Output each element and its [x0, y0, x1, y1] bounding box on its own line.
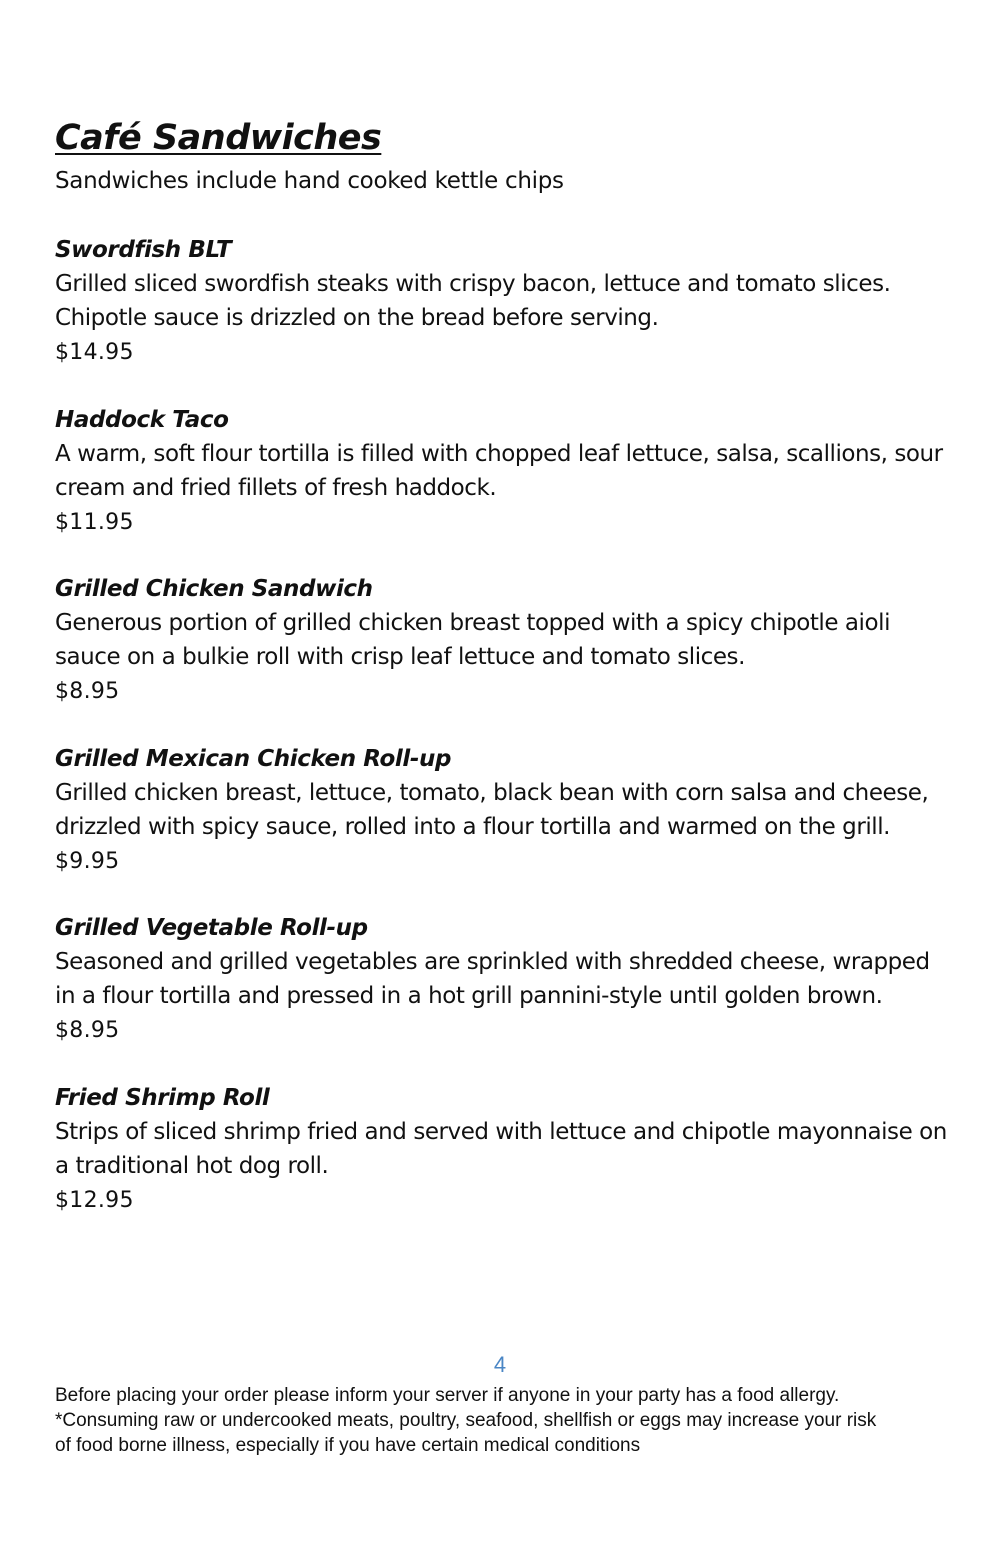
- item-name: Swordfish BLT: [55, 237, 232, 263]
- item-price: $8.95: [55, 1018, 120, 1043]
- footer-notice: [55, 1383, 955, 1458]
- item-description: Seasoned and grilled vegetables are sprinkled with shredded cheese, wrapped in a flour tortilla and pressed in a hot grill pannini-style until golden brown.: [55, 949, 930, 1009]
- item-price: $12.95: [55, 1188, 134, 1213]
- item-name: Haddock Taco: [55, 407, 229, 433]
- item-price: $8.95: [55, 679, 120, 704]
- item-price: $14.95: [55, 340, 134, 365]
- menu-item: [55, 911, 955, 1049]
- consumption-warning-line2: of food borne illness, especially if you have certain medical conditions: [55, 1435, 641, 1456]
- consumption-warning-line1: *Consuming raw or undercooked meats, poultry, seafood, shellfish or eggs may increase your risk: [55, 1410, 877, 1431]
- page-title: Café Sandwiches: [55, 118, 382, 158]
- menu-item: [55, 1081, 955, 1219]
- item-description: Strips of sliced shrimp fried and served with lettuce and chipotle mayonnaise on a traditional hot dog roll.: [55, 1119, 947, 1179]
- item-price: $11.95: [55, 510, 134, 535]
- page-subtitle: Sandwiches include hand cooked kettle chips: [55, 168, 564, 194]
- item-name: Grilled Vegetable Roll-up: [55, 915, 368, 941]
- item-price: $9.95: [55, 849, 120, 874]
- item-name: Grilled Mexican Chicken Roll-up: [55, 746, 452, 772]
- item-description: A warm, soft flour tortilla is filled with chopped leaf lettuce, salsa, scallions, sour cream and fried fillets of fresh haddock.: [55, 441, 943, 501]
- item-description: Grilled chicken breast, lettuce, tomato, black bean with corn salsa and cheese, drizzled with spicy sauce, rolled into a flour tortilla and warmed on the grill.: [55, 780, 929, 840]
- menu-item: [55, 572, 955, 710]
- menu-item: [55, 742, 955, 880]
- menu-item: [55, 403, 955, 541]
- allergy-notice: Before placing your order please inform your server if anyone in your party has a food allergy.: [55, 1385, 840, 1406]
- item-description: Grilled sliced swordfish steaks with crispy bacon, lettuce and tomato slices. Chipotle sauce is drizzled on the bread before serving.: [55, 271, 891, 331]
- page-number: 4: [493, 1352, 507, 1377]
- menu-item: [55, 233, 955, 371]
- item-name: Grilled Chicken Sandwich: [55, 576, 373, 602]
- item-name: Fried Shrimp Roll: [55, 1085, 270, 1111]
- item-description: Generous portion of grilled chicken breast topped with a spicy chipotle aioli sauce on a bulkie roll with crisp leaf lettuce and tomato slices.: [55, 610, 891, 670]
